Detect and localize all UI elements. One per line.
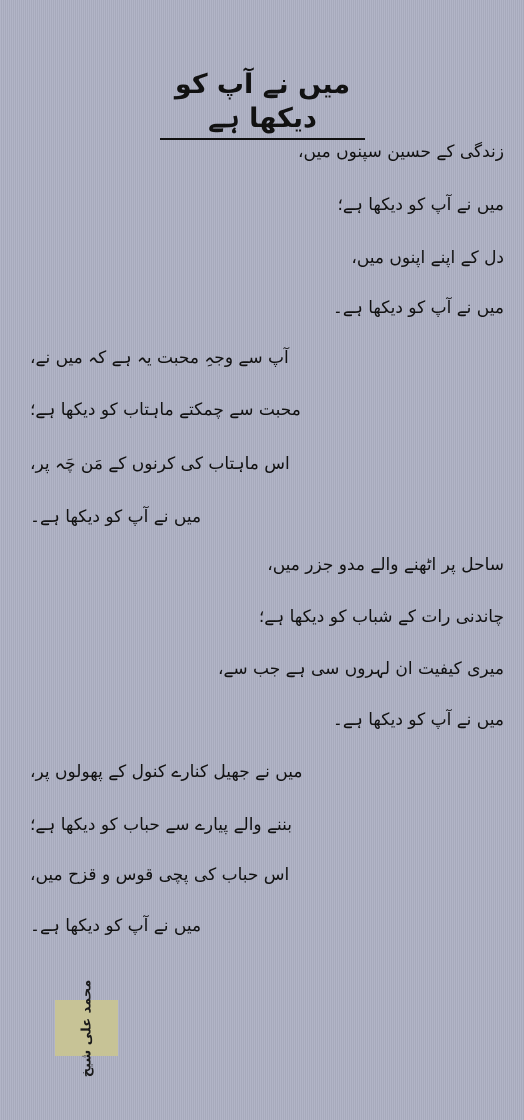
verse-line: میں نے آپ کو دیکھا ہے؛ [337,195,504,215]
verse-line: میں نے آپ کو دیکھا ہے۔ [30,916,202,936]
verse-line: آپ سے وجہِ محبت یہ ہے کہ میں نے، [30,348,289,368]
verse-line: بننے والے پیارے سے حباب کو دیکھا ہے؛ [30,815,292,835]
verse-line: میں نے آپ کو دیکھا ہے۔ [30,507,202,527]
signature-text: محمد علی شیخ [79,979,94,1077]
verse-line: محبت سے چمکتے ماہتاب کو دیکھا ہے؛ [30,400,301,420]
verse-line: اس ماہتاب کی کرنوں کے مَن چَہ پر، [30,454,290,474]
verse-line: میری کیفیت ان لہروں سی ہے جب سے، [217,659,504,679]
verse-line: زندگی کے حسین سپنوں میں، [298,142,504,162]
poem-title: میں نے آپ کو دیکھا ہے [160,68,365,140]
verse-line: میں نے آپ کو دیکھا ہے۔ [332,710,504,730]
verse-line: میں نے جھیل کنارے کنول کے پھولوں پر، [30,762,303,782]
verse-line: دل کے اپنے اپنوں میں، [351,248,504,268]
verse-line: چاندنی رات کے شباب کو دیکھا ہے؛ [258,607,504,627]
verse-line: میں نے آپ کو دیکھا ہے۔ [332,298,504,318]
verse-line: اس حباب کی پچی قوس و قزح میں، [30,865,290,885]
signature-stamp [55,979,118,1077]
verse-line: ساحل پر اٹھنے والے مدو جزر میں، [267,555,504,575]
